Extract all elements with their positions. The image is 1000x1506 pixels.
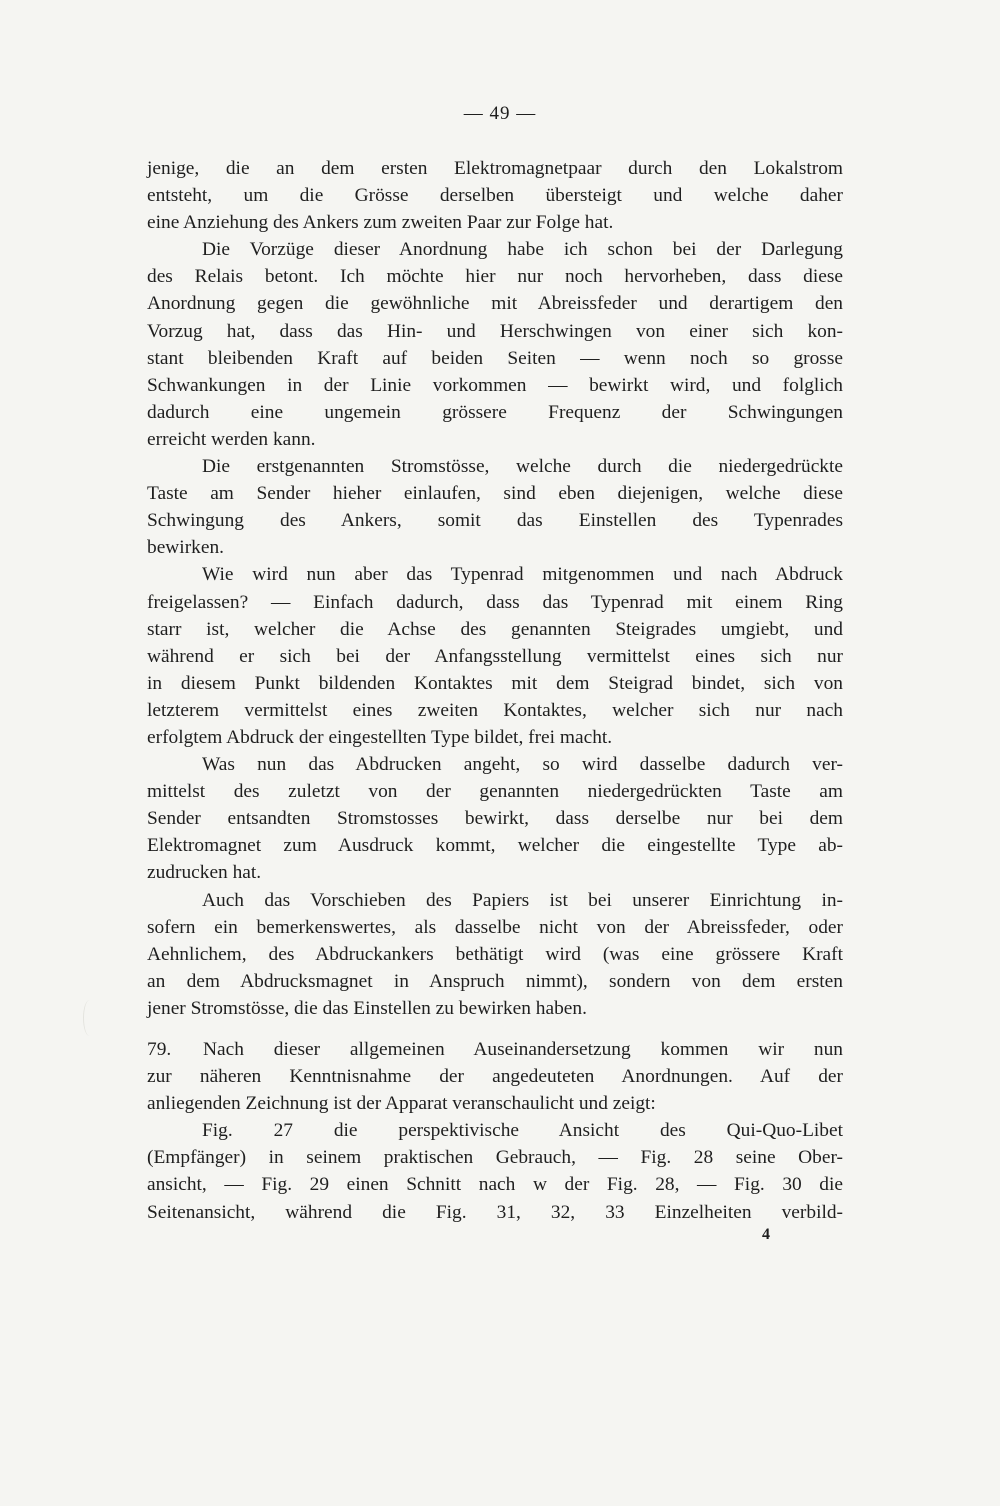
text-line: Taste am Sender hieher einlaufen, sind eben diejenigen, welche diese <box>147 483 843 505</box>
text-line: erfolgtem Abdruck der eingestellten Type bildet, frei macht. <box>147 726 613 748</box>
text-line: erreicht werden kann. <box>147 428 316 450</box>
text-line: Wie wird nun aber das Typenrad mitgenommen und nach Abdruck <box>202 564 843 586</box>
text-line: sofern ein bemerkenswertes, als dasselbe nicht von der Abreissfeder, oder <box>147 916 843 938</box>
text-line: anliegenden Zeichnung ist der Apparat veranschaulicht und zeigt: <box>147 1093 656 1115</box>
text-line: Anordnung gegen die gewöhnliche mit Abreissfeder und derartigem den <box>147 293 843 315</box>
section-number: 79. <box>147 1039 172 1060</box>
text-line: Die erstgenannten Stromstösse, welche durch die niedergedrückte <box>202 456 843 478</box>
text-line: ansicht, — Fig. 29 einen Schnitt nach w der Fig. 28, — Fig. 30 die <box>147 1174 843 1196</box>
paragraph-gap <box>147 1022 843 1036</box>
text-line: Fig. 27 die perspektivische Ansicht des Qui-Quo-Libet <box>202 1120 843 1142</box>
text-line: Vorzug hat, dass das Hin- und Herschwingen von einer sich kon- <box>147 320 843 342</box>
text-line: Aehnlichem, des Abdruckankers bethätigt wird (was eine grössere Kraft <box>147 943 843 965</box>
text-line: bewirken. <box>147 537 224 559</box>
text-line: zur näheren Kenntnisnahme der angedeuteten Anordnungen. Auf der <box>147 1066 843 1088</box>
text-line: jener Stromstösse, die das Einstellen zu bewirken haben. <box>147 997 587 1019</box>
text-line: Nach dieser allgemeinen Auseinandersetzung kommen wir nun <box>203 1039 843 1060</box>
paper-mark <box>83 1000 96 1036</box>
text-line: letzterem vermittelst eines zweiten Kontaktes, welcher sich nur nach <box>147 699 843 721</box>
signature-mark: 4 <box>762 1226 770 1243</box>
text-line: zudrucken hat. <box>147 862 262 884</box>
text-line: Schwingung des Ankers, somit das Einstellen des Typenrades <box>147 510 843 532</box>
text-line: Schwankungen in der Linie vorkommen — bewirkt wird, und folglich <box>147 374 843 396</box>
body-text <box>147 155 843 1226</box>
text-line: in diesem Punkt bildenden Kontaktes mit dem Steigrad bindet, sich von <box>147 672 843 694</box>
text-line: stant bleibenden Kraft auf beiden Seiten — wenn noch so grosse <box>147 347 843 369</box>
text-line: entsteht, um die Grösse derselben übersteigt und welche daher <box>147 185 843 207</box>
text-line: eine Anziehung des Ankers zum zweiten Paar zur Folge hat. <box>147 212 614 234</box>
text-line: starr ist, welcher die Achse des genannten Steigrades umgiebt, und <box>147 618 843 640</box>
text-line: jenige, die an dem ersten Elektromagnetpaar durch den Lokalstrom <box>147 158 843 179</box>
text-line: Die Vorzüge dieser Anordnung habe ich schon bei der Darlegung <box>202 239 843 261</box>
text-line: Was nun das Abdrucken angeht, so wird dasselbe dadurch ver- <box>202 754 843 776</box>
text-line: Elektromagnet zum Ausdruck kommt, welcher die eingestellte Type ab- <box>147 835 843 857</box>
text-line: Seitenansicht, während die Fig. 31, 32, 33 Einzelheiten verbild- <box>147 1201 843 1223</box>
text-line: Auch das Vorschieben des Papiers ist bei unserer Einrichtung in- <box>202 889 843 911</box>
text-line: Sender entsandten Stromstosses bewirkt, dass derselbe nur bei dem <box>147 808 843 830</box>
text-line: mittelst des zuletzt von der genannten niedergedrückten Taste am <box>147 781 843 803</box>
text-line: während er sich bei der Anfangsstellung vermittelst eines sich nur <box>147 645 843 667</box>
text-line: dadurch eine ungemein grössere Frequenz der Schwingungen <box>147 401 843 423</box>
text-line: freigelassen? — Einfach dadurch, dass das Typenrad mit einem Ring <box>147 591 843 613</box>
text-line: an dem Abdrucksmagnet in Anspruch nimmt), sondern von dem ersten <box>147 970 843 992</box>
section-line <box>147 1036 843 1063</box>
text-line: des Relais betont. Ich möchte hier nur noch hervorheben, dass diese <box>147 266 843 288</box>
page-number: — 49 — <box>463 103 537 124</box>
text-line: (Empfänger) in seinem praktischen Gebrauch, — Fig. 28 seine Ober- <box>147 1147 843 1169</box>
